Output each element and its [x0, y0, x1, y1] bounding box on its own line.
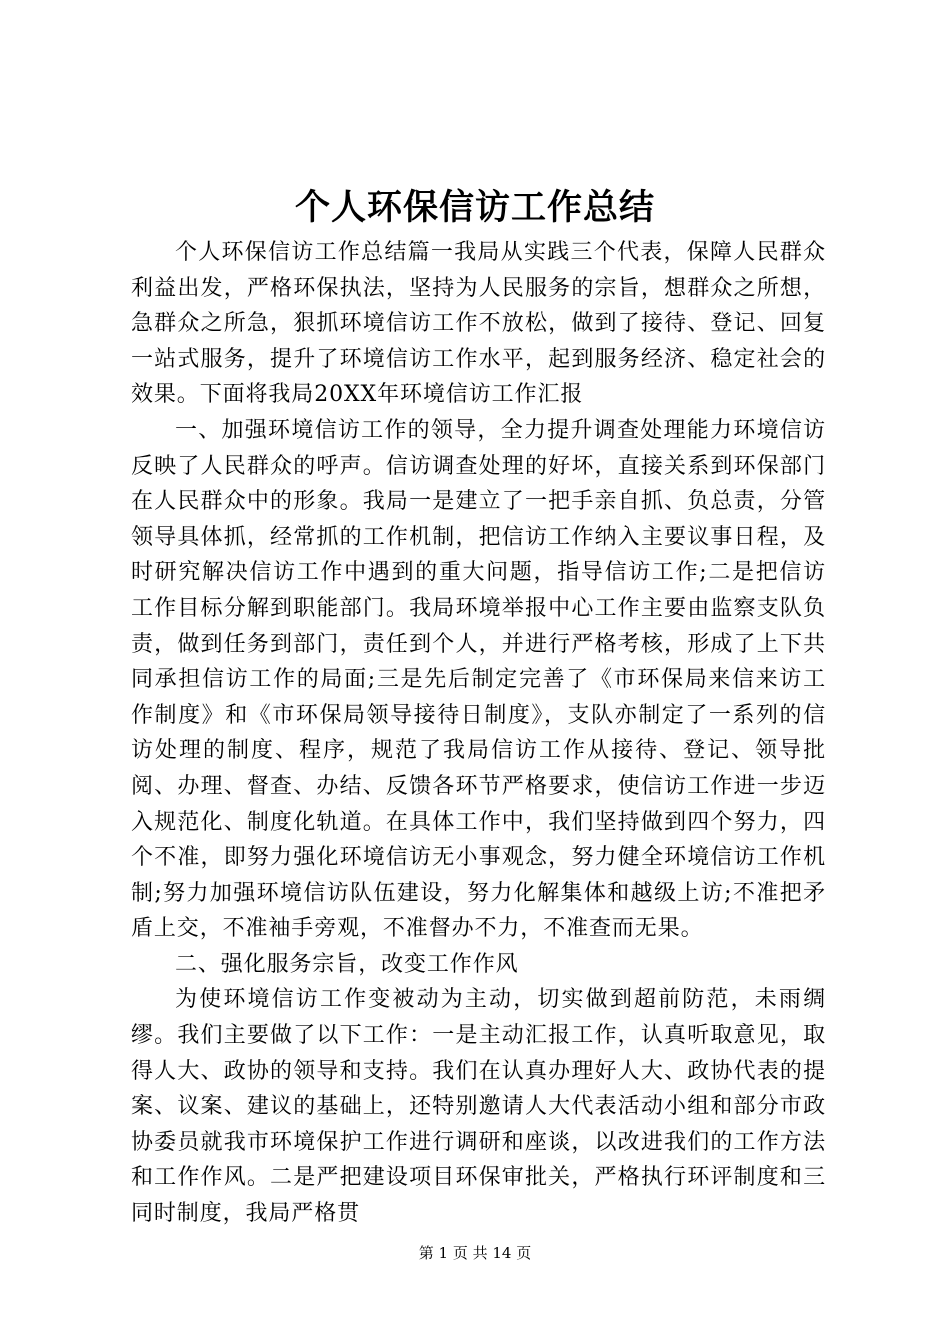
document-body	[131, 235, 826, 1232]
page-number-footer: 第 1 页 共 14 页	[418, 1244, 532, 1262]
paragraph-intro: 个人环保信访工作总结篇一我局从实践三个代表，保障人民群众利益出发，严格环保执法，坚持为人民服务的宗旨，想群众之所想，急群众之所急，狠抓环境信访工作不放松，做到了接待、登记、回复一站式服务，提升了环境信访工作水平，起到服务经济、稳定社会的效果。下面将我局20XX年环境信访工作汇报	[131, 240, 826, 408]
paragraph-section-one: 一、加强环境信访工作的领导，全力提升调查处理能力环境信访反映了人民群众的呼声。信访调查处理的好坏，直接关系到环保部门在人民群众中的形象。我局一是建立了一把手亲自抓、负总责，分管领导具体抓，经常抓的工作机制，把信访工作纳入主要议事日程，及时研究解决信访工作中遇到的重大问题，指导信访工作;二是把信访工作目标分解到职能部门。我局环境举报中心工作主要由监察支队负责，做到任务到部门，责任到个人，并进行严格考核，形成了上下共同承担信访工作的局面;三是先后制定完善了《市环保局来信来访工作制度》和《市环保局领导接待日制度》，支队亦制定了一系列的信访处理的制度、程序，规范了我局信访工作从接待、登记、领导批阅、办理、督查、办结、反馈各环节严格要求，使信访工作进一步迈入规范化、制度化轨道。在具体工作中，我们坚持做到四个努力，四个不准，即努力强化环境信访无小事观念，努力健全环境信访工作机制;努力加强环境信访队伍建设，努力化解集体和越级上访;不准把矛盾上交，不准袖手旁观，不准督办不力，不准查而无果。	[131, 417, 826, 942]
section-heading-two: 二、强化服务宗旨，改变工作作风	[175, 951, 519, 977]
paragraph-section-two: 为使环境信访工作变被动为主动，切实做到超前防范，未雨绸缪。我们主要做了以下工作：一是主动汇报工作，认真听取意见，取得人大、政协的领导和支持。我们在认真办理好人大、政协代表的提案、议案、建议的基础上，还特别邀请人大代表活动小组和部分市政协委员就我市环境保护工作进行调研和座谈，以改进我们的工作方法和工作作风。二是严把建设项目环保审批关，严格执行环评制度和三同时制度，我局严格贯	[131, 987, 826, 1227]
document-title: 个人环保信访工作总结	[294, 187, 655, 228]
